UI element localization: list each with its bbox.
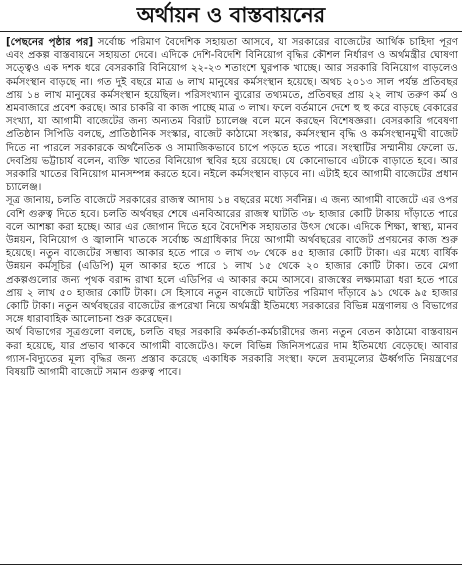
bottom-rule: [0, 564, 462, 565]
paragraph-text: অর্থ বিভাগের সূত্রগুলো বলছে, চলতি বছর সরকারি কর্মকর্তা-কর্মচারীদের জন্য নতুন বেতন কাঠামো বাস্তবায়ন করা হয়েছে, যার প্রভাব থাকবে আগামী বাজেটেও। ফলে বিভিন্ন জিনিসপত্রের দাম ইতিমধ্যে বেড়েছে। আবার গ্যাস-বিদ্যুতের মূল্য বৃদ্ধির জন্য প্রস্তাব করেছে একাধিক সরকারি সংস্থা। ফলে দ্রব্যমূল্যের ঊর্ধ্বগতি নিয়ন্ত্রণের বিষয়টি আগামী বাজেটে সমান গুরুত্ব পাবে।: [6, 327, 458, 379]
article-headline: অর্থায়ন ও বাস্তবায়নের: [136, 2, 326, 27]
article-body: [6, 36, 458, 379]
article-paragraph: [6, 36, 458, 194]
paragraph-text: সূত্র জানায়, চলতি বাজেটে সরকারের রাজস্ব আদায় ১৪ বছরের মধ্যে সর্বনিম্ন। এ জন্য আগামী বাজেটে এর ওপর বেশি গুরুত্ব দিতে হবে। চলতি অর্থবছর শেষে এনবিআরের রাজস্ব ঘাটতি ৩৮ হাজার কোটি টাকায় দাঁড়াতে পারে বলে আশঙ্কা করা হচ্ছে। আর এর জোগান দিতে হবে বৈদেশিক সহায়তার উৎস থেকে। এদিকে শিক্ষা, স্বাস্থ্য, মানব উন্নয়ন, বিনিয়োগ ও জ্বালানি খাতকে সর্বোচ্চ অগ্রাধিকার দিয়ে আগামী অর্থবছরের বাজেট প্রণয়নের কাজ শুরু হয়েছে। নতুন বাজেটের সম্ভাব্য আকার হতে পারে ৩ লাখ ৩৮ থেকে ৪৫ হাজার কোটি টাকা। এর মধ্যে বার্ষিক উন্নয়ন কর্মসূচির (এডিপি) মূল আকার হতে পারে ১ লাখ ১৫ থেকে ২০ হাজার কোটি টাকা। তবে মেগা প্রকল্পগুলোর জন্য পৃথক বরাদ্দ রাখা হলে এডিপির এ আকার কমে আসবে। রাজস্বের লক্ষ্যমাত্রা ধরা হতে পারে প্রায় ২ লাখ ৫০ হাজার কোটি টাকা। সে হিসাবে নতুন বাজেটে ঘাটতির পরিমাণ দাঁড়াবে ৯১ থেকে ৯৫ হাজার কোটি টাকা। নতুন অর্থবছরের বাজেটের রূপরেখা নিয়ে অর্থমন্ত্রী ইতিমধ্যে সরকারের বিভিন্ন মন্ত্রণালয় ও বিভাগের সঙ্গে ধারাবাহিক আলোচনা শুরু করেছেন।: [6, 195, 458, 326]
article-paragraph: [6, 194, 458, 326]
paragraph-text: সর্বোচ্চ পরিমাণ বৈদেশিক সহায়তা আসবে, যা সরকারের বাজেটের আর্থিক চাহিদা পূরণ এবং প্রকল্প বাস্তবায়নে সহায়তা দেবে। এদিকে দেশি-বিদেশি বিনিয়োগ বৃদ্ধির কৌশল নির্ধারণ ও অর্থমন্ত্রীর ঘোষণা সত্ত্বেও এক দশক ধরে বেসরকারি বিনিয়োগ ২২-২৩ শতাংশে ঘুরপাক খাচ্ছে। আর সরকারি বিনিয়োগ বাড়লেও কর্মসংস্থান বাড়ছে না। গত দুই বছরে মাত্র ৬ লাখ মানুষের কর্মসংস্থান হয়েছে। অথচ ২০১৩ সাল পর্যন্ত প্রতিবছর প্রায় ১৪ লাখ মানুষের কর্মসংস্থান হয়েছিল। পরিসংখ্যান ব্যুরোর তথ্যমতে, প্রতিবছর প্রায় ২২ লাখ তরুণ কর্ম ও শ্রমবাজারে প্রবেশ করছে। আর চাকরি বা কাজ পাচ্ছে মাত্র ৩ লাখ। ফলে বর্তমানে দেশে হু হু করে বাড়ছে বেকারের সংখ্যা, যা আগামী বাজেটের জন্য অন্যতম বিরাট চ্যালেঞ্জ বলে মনে করছেন বিশেষজ্ঞরা। বেসরকারি গবেষণা প্রতিষ্ঠান সিপিডি বলছে, প্রাতিষ্ঠানিক সংস্কার, বাজেট কাঠামো সংস্কার, কর্মসংস্থান বৃদ্ধি ও কর্মসংস্থানমুখী বাজেট দিতে না পারলে সরকারকে অর্থনৈতিক ও সামাজিকভাবে চাপে পড়তে হতে পারে। সংস্থাটির সম্মানীয় ফেলো ড. দেবপ্রিয় ভট্টাচার্য বলেন, ব্যক্তি খাতের বিনিয়োগ স্থবির হয়ে রয়েছে। যে কোনোভাবে এটাকে বাড়াতে হবে। আর সরকারি খাতের বিনিয়োগ মানসম্পন্ন করতে হবে। নইলে কর্মসংস্থান বাড়বে না। এটাই হবে আগামী বাজেটের প্রধান চ্যালেঞ্জ।: [6, 37, 458, 194]
article-paragraph: [6, 326, 458, 379]
headline-rule: [0, 31, 462, 32]
continued-from-tag: [পেছনের পৃষ্ঠার পর]: [6, 37, 94, 48]
